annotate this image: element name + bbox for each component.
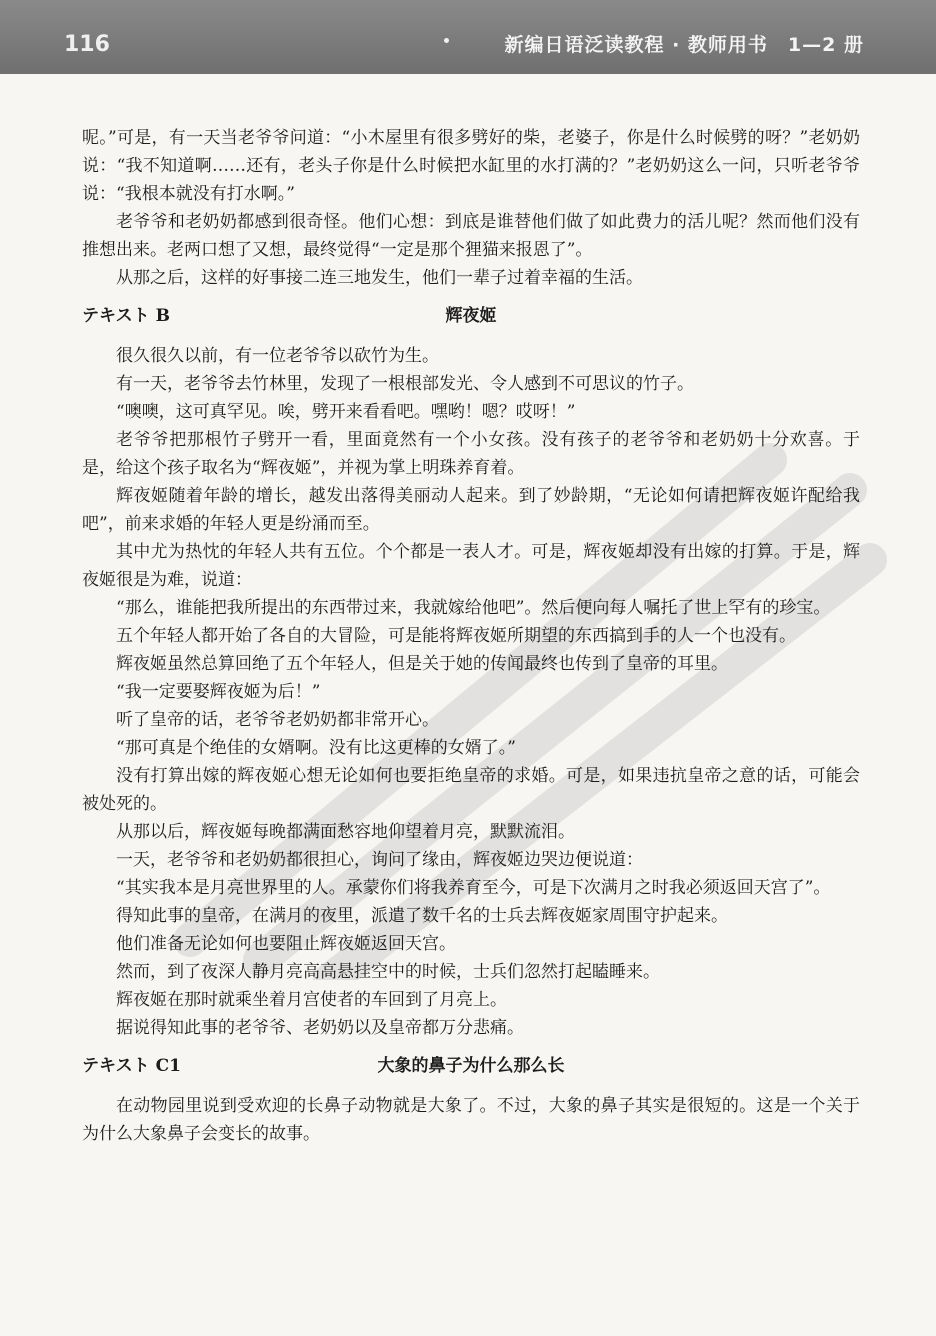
paragraph: 老爷爷把那根竹子劈开一看，里面竟然有一个小女孩。没有孩子的老爷爷和老奶奶十分欢喜。于是，给这个孩子取名为“辉夜姬”，并视为掌上明珠养育着。 (82, 430, 860, 478)
paragraph: 从那以后，辉夜姬每晚都满面愁容地仰望着月亮，默默流泪。 (116, 822, 575, 842)
paragraph: 得知此事的皇帝，在满月的夜里，派遣了数千名的士兵去辉夜姬家周围守护起来。 (116, 906, 728, 926)
paragraph: 老爷爷和老奶奶都感到很奇怪。他们心想：到底是谁替他们做了如此费力的活儿呢？然而他们没有推想出来。老两口想了又想，最终觉得“一定是那个狸猫来报恩了”。 (82, 212, 860, 260)
paragraph: “我一定要娶辉夜姬为后！” (116, 682, 321, 702)
book-title: 新编日语泛读教程 · 教师用书 1—2 册 (504, 34, 864, 56)
paragraph: 辉夜姬在那时就乘坐着月宫使者的车回到了月亮上。 (116, 990, 507, 1010)
paragraph: 有一天，老爷爷去竹林里，发现了一根根部发光、令人感到不可思议的竹子。 (116, 374, 694, 394)
section-title: 大象的鼻子为什么那么长 (377, 1056, 565, 1076)
paragraph: “噢噢，这可真罕见。唉，劈开来看看吧。嘿哟！嗯？哎呀！” (116, 402, 576, 422)
paragraph: 其中尤为热忱的年轻人共有五位。个个都是一表人才。可是，辉夜姬却没有出嫁的打算。于是，辉夜姬很是为难，说道： (82, 542, 860, 590)
paragraph: 辉夜姬随着年龄的增长，越发出落得美丽动人起来。到了妙龄期，“无论如何请把辉夜姬许配给我吧”，前来求婚的年轻人更是纷涌而至。 (82, 486, 860, 534)
section-header-b (82, 302, 860, 330)
paragraph: 在动物园里说到受欢迎的长鼻子动物就是大象了。不过，大象的鼻子其实是很短的。这是一个关于为什么大象鼻子会变长的故事。 (82, 1096, 860, 1144)
section-c1-body (82, 1092, 860, 1148)
section-b-body (82, 342, 860, 1042)
section-title: 辉夜姬 (445, 306, 497, 326)
paragraph: 辉夜姬虽然总算回绝了五个年轻人，但是关于她的传闻最终也传到了皇帝的耳里。 (116, 654, 728, 674)
header-dot (444, 38, 449, 43)
paragraph: 从那之后，这样的好事接二连三地发生，他们一辈子过着幸福的生活。 (116, 268, 643, 288)
paragraph: 然而，到了夜深人静月亮高高悬挂空中的时候，士兵们忽然打起瞌睡来。 (116, 962, 660, 982)
paragraph: 据说得知此事的老爷爷、老奶奶以及皇帝都万分悲痛。 (116, 1018, 524, 1038)
section-label: テキスト C1 (82, 1056, 181, 1076)
page-number: 116 (64, 32, 110, 57)
paragraph: “其实我本是月亮世界里的人。承蒙你们将我养育至今，可是下次满月之时我必须返回天宫了”。 (116, 878, 831, 898)
paragraph: 没有打算出嫁的辉夜姬心想无论如何也要拒绝皇帝的求婚。可是，如果违抗皇帝之意的话，可能会被处死的。 (82, 766, 860, 814)
paragraph: 很久很久以前，有一位老爷爷以砍竹为生。 (116, 346, 439, 366)
paragraph: 一天，老爷爷和老奶奶都很担心，询问了缘由，辉夜姬边哭边便说道： (116, 850, 643, 870)
page-header (0, 0, 936, 74)
paragraph: “那可真是个绝佳的女婿啊。没有比这更棒的女婿了。” (116, 738, 516, 758)
story-continuation (82, 124, 860, 292)
paragraph: “那么，谁能把我所提出的东西带过来，我就嫁给他吧”。然后便向每人嘱托了世上罕有的珍宝。 (116, 598, 831, 618)
paragraph: 听了皇帝的话，老爷爷老奶奶都非常开心。 (116, 710, 439, 730)
paragraph: 呢。”可是，有一天当老爷爷问道：“小木屋里有很多劈好的柴，老婆子，你是什么时候劈的呀？”老奶奶说：“我不知道啊……还有，老头子你是什么时候把水缸里的水打满的？”老奶奶这么一问，只听老爷爷说：“我根本就没有打水啊。” (82, 128, 860, 204)
section-label: テキスト B (82, 306, 170, 326)
page-content (82, 124, 860, 1148)
paragraph: 他们准备无论如何也要阻止辉夜姬返回天宫。 (116, 934, 456, 954)
section-header-c1 (82, 1052, 860, 1080)
paragraph: 五个年轻人都开始了各自的大冒险，可是能将辉夜姬所期望的东西搞到手的人一个也没有。 (116, 626, 796, 646)
